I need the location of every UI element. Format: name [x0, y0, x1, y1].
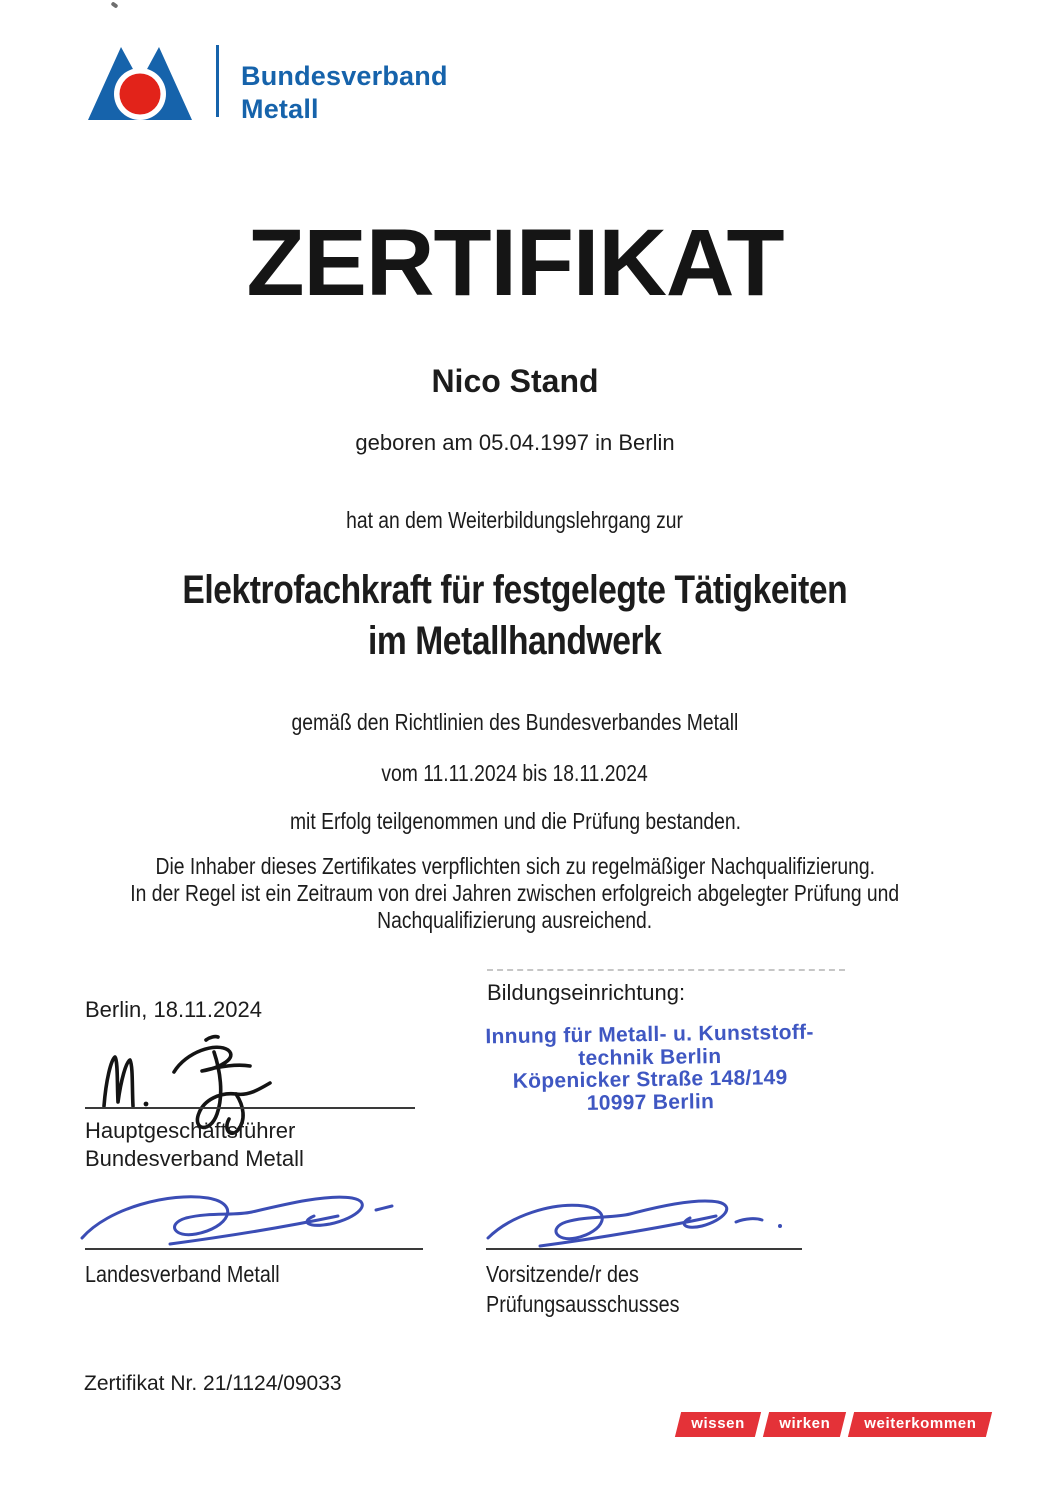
landesverband-label: Landesverband Metall: [85, 1261, 280, 1287]
signature-landesverband: [70, 1186, 440, 1264]
requalification-note-line1: Die Inhaber dieses Zertifikates verpflichten sich zu regelmäßiger Nachqualifizierung.: [155, 853, 875, 879]
period-line: vom 11.11.2024 bis 18.11.2024: [381, 760, 649, 786]
result-line: mit Erfolg teilgenommen und die Prüfung bestanden.: [289, 808, 741, 834]
slogan-segment-wirken: wirken: [763, 1412, 846, 1437]
slogan-segment-weiterkommen: weiterkommen: [848, 1412, 992, 1437]
scan-speck: [110, 1, 118, 8]
bundesverband-metall-logo-icon: [88, 42, 192, 120]
logo-line1: Bundesverband: [241, 61, 448, 91]
certificate-title: ZERTIFIKAT: [246, 210, 784, 316]
place-date: Berlin, 18.11.2024: [85, 997, 262, 1022]
requalification-note-line2: In der Regel ist ein Zeitraum von drei Jahren zwischen erfolgreich abgelegter Prüfung und: [130, 880, 900, 906]
logo-line2: Metall: [241, 94, 319, 124]
holder-name: Nico Stand: [431, 363, 599, 399]
course-title-line1: Elektrofachkraft für festgelegte Tätigkeiten: [182, 568, 848, 612]
logo-wordmark: [241, 60, 448, 126]
signature-line-hauptgeschaeftsfuehrer: [85, 1107, 415, 1109]
course-title-line2: im Metallhandwerk: [368, 619, 662, 663]
education-label: Bildungseinrichtung:: [487, 980, 686, 1005]
education-dashed-line: [487, 969, 845, 971]
pruefungsausschuss-label: Vorsitzende/r des Prüfungsausschusses: [486, 1261, 680, 1317]
intro-line: [0, 507, 1030, 534]
signature-line-landesverband: [85, 1248, 423, 1250]
signature-pruefungsausschuss: [478, 1190, 818, 1262]
logo-divider: [216, 45, 219, 117]
slogan-segment-wissen: wissen: [675, 1412, 761, 1437]
signature-line-pruefungsausschuss: [486, 1248, 802, 1250]
birth-line: geboren am 05.04.1997 in Berlin: [355, 430, 675, 455]
hauptgeschaeftsfuehrer-label: Hauptgeschäftsführer Bundesverband Metall: [85, 1118, 304, 1171]
requalification-note-line3: Nachqualifizierung ausreichend.: [377, 907, 653, 933]
guideline-line: gemäß den Richtlinien des Bundesverbandes Metall: [291, 709, 739, 735]
certificate-number: Zertifikat Nr. 21/1124/09033: [84, 1372, 342, 1395]
education-stamp: Innung für Metall- u. Kunststoff- technik Berlin Köpenicker Straße 148/149 10997 Berlin: [485, 1020, 814, 1115]
slogan-banner: [678, 1412, 989, 1437]
intro-line-text: hat an dem Weiterbildungslehrgang zur: [346, 507, 684, 533]
